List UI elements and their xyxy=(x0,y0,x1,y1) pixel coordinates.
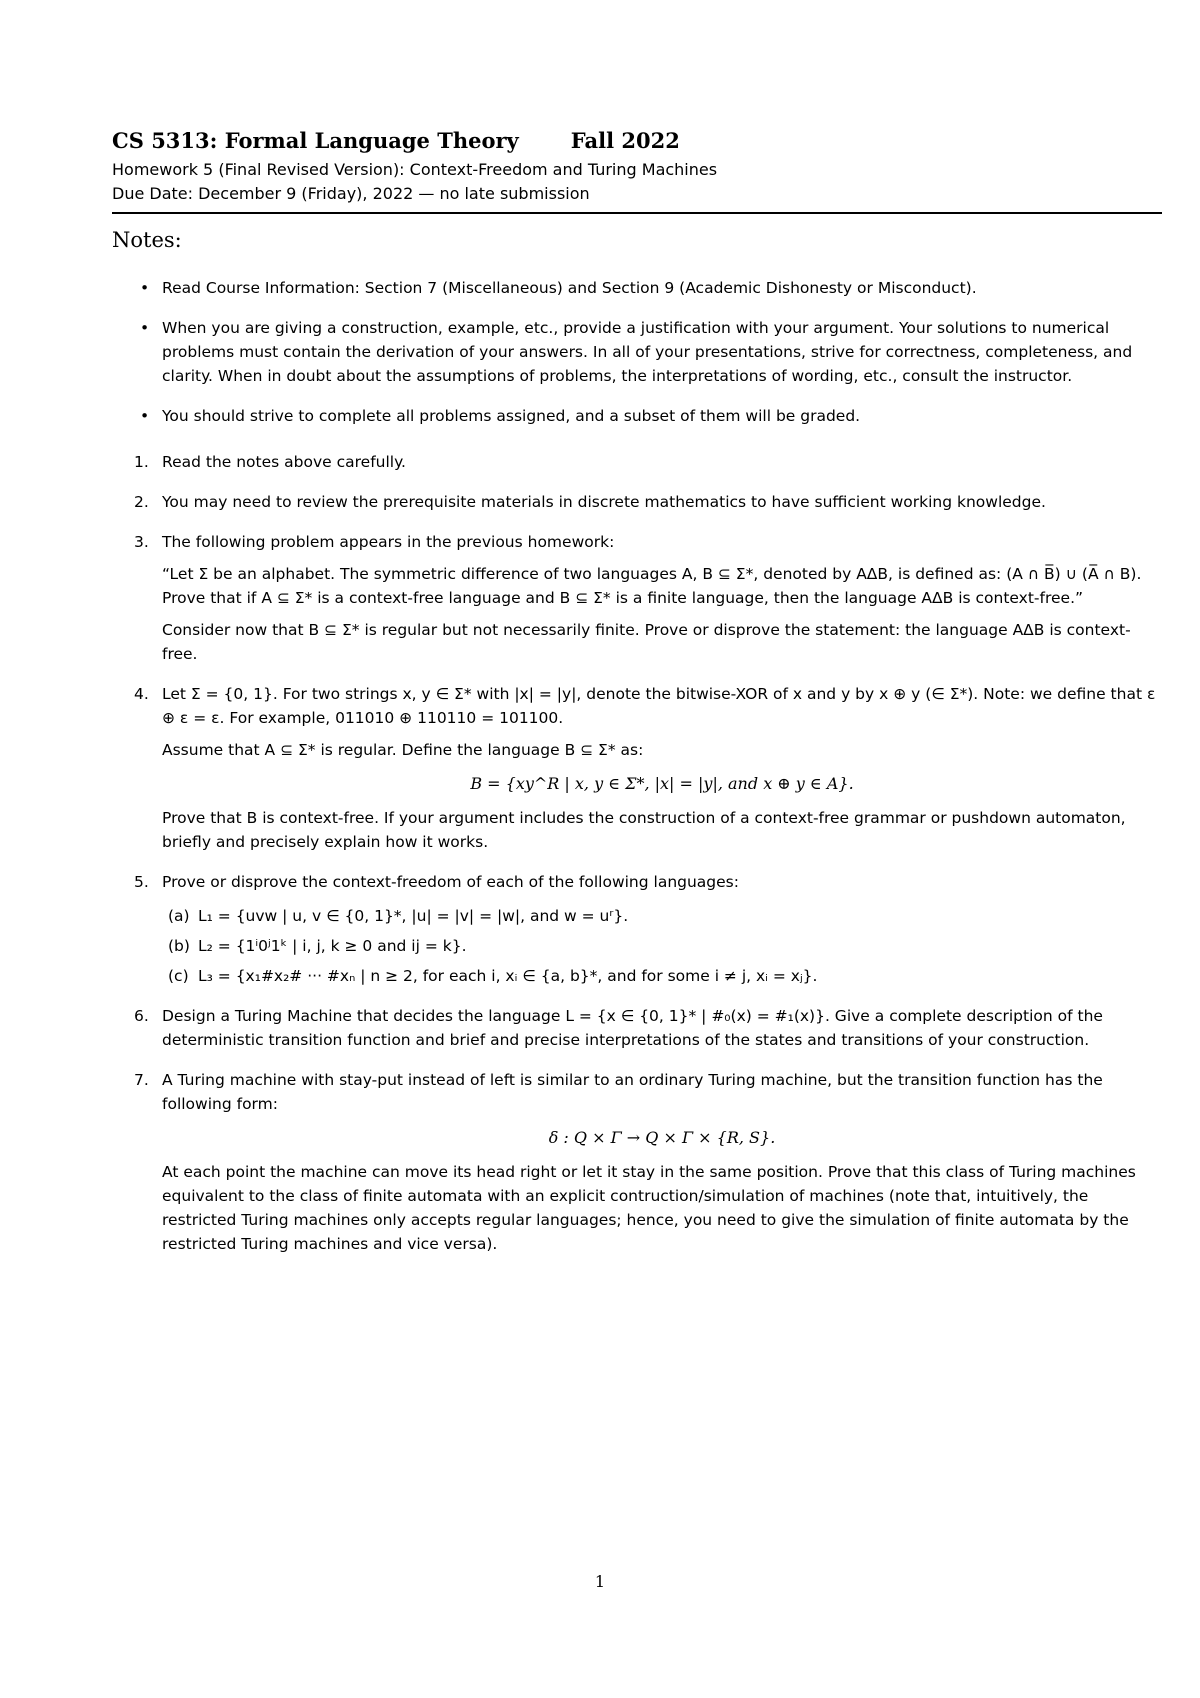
note-text: Read Course Information: Section 7 (Miscellaneous) and Section 9 (Academic Dishonesty or Misconduct). xyxy=(162,279,977,297)
problem-followup: Consider now that B ⊆ Σ* is regular but not necessarily finite. Prove or disprove the statement: the language AΔB is context-free. xyxy=(162,621,1131,663)
notes-list xyxy=(112,276,1162,428)
subproblem-text: L₁ = {uvw | u, v ∈ {0, 1}*, |u| = |v| = |w|, and w = uʳ}. xyxy=(198,907,629,925)
problem-list xyxy=(112,450,1162,1256)
language-definition: B = {xy^R | x, y ∈ Σ*, |x| = |y|, and x ⊕ y ∈ A}. xyxy=(470,774,854,793)
note-item xyxy=(112,404,1162,428)
problem-6 xyxy=(112,1004,1162,1052)
problem-4 xyxy=(112,682,1162,854)
problem-2 xyxy=(112,490,1162,514)
subproblem-a xyxy=(162,904,1162,928)
subproblem-b xyxy=(162,934,1162,958)
problem-number: 6. xyxy=(134,1007,149,1025)
problem-number: 2. xyxy=(134,493,149,511)
subproblem-text: L₃ = {x₁#x₂# ··· #xₙ | n ≥ 2, for each i, xᵢ ∈ {a, b}*, and for some i ≠ j, xᵢ = xⱼ}. xyxy=(198,967,818,985)
problem-intro: Prove or disprove the context-freedom of each of the following languages: xyxy=(162,873,739,891)
header-rule xyxy=(112,212,1162,214)
bullet-icon: • xyxy=(140,279,150,297)
problem-number: 1. xyxy=(134,453,149,471)
problem-number: 5. xyxy=(134,873,149,891)
problem-3 xyxy=(112,530,1162,666)
subproblem-list xyxy=(162,904,1162,988)
course-title: CS 5313: Formal Language Theory xyxy=(112,128,519,153)
problem-text: Design a Turing Machine that decides the language L = {x ∈ {0, 1}* | #₀(x) = #₁(x)}. Give a complete description of the deterministic transition function and brief and precise interpretations of the states and transitions of your construction. xyxy=(162,1007,1103,1049)
subproblem-label: (b) xyxy=(168,937,190,955)
problem-text: You may need to review the prerequisite materials in discrete mathematics to have sufficient working knowledge. xyxy=(162,493,1046,511)
homework-title: Homework 5 (Final Revised Version): Context-Freedom and Turing Machines xyxy=(112,160,718,179)
problem-followup: Prove that B is context-free. If your argument includes the construction of a context-free grammar or pushdown automaton, briefly and precisely explain how it works. xyxy=(162,809,1126,851)
problem-1 xyxy=(112,450,1162,474)
problem-number: 3. xyxy=(134,533,149,551)
transition-function: δ : Q × Γ → Q × Γ × {R, S}. xyxy=(548,1128,776,1147)
problem-intro: A Turing machine with stay-put instead of left is similar to an ordinary Turing machine, but the transition function has the following form: xyxy=(162,1071,1103,1113)
problem-intro: The following problem appears in the previous homework: xyxy=(162,533,615,551)
note-text: You should strive to complete all problems assigned, and a subset of them will be graded. xyxy=(162,407,861,425)
course-title-line xyxy=(112,128,1162,158)
problem-intro: Let Σ = {0, 1}. For two strings x, y ∈ Σ* with |x| = |y|, denote the bitwise-XOR of x and y by x ⊕ y (∈ Σ*). Note: we define that ε ⊕ ε = ε. For example, 011010 ⊕ 110110 = 101100. xyxy=(162,685,1156,727)
problem-followup: At each point the machine can move its head right or let it stay in the same position. Prove that this class of Turing machines equivalent to the class of finite automata with an explicit contruction/simulation of machines (note that, intuitively, the restricted Turing machines only accepts regular languages; hence, you need to give the simulation of finite automata by the restricted Turing machines and vice versa). xyxy=(162,1163,1136,1253)
note-text: When you are giving a construction, example, etc., provide a justification with your argument. Your solutions to numerical problems must contain the derivation of your answers. In all of your presentations, strive for correctness, completeness, and clarity. When in doubt about the assumptions of problems, the interpretations of wording, etc., consult the instructor. xyxy=(162,319,1133,385)
notes-heading: Notes: xyxy=(112,228,182,252)
problem-quote: “Let Σ be an alphabet. The symmetric difference of two languages A, B ⊆ Σ*, denoted by AΔB, is defined as: (A ∩ B̅) ∪ (A̅ ∩ B). Prove that if A ⊆ Σ* is a context-free language and B ⊆ Σ* is a finite language, then the language AΔB is context-free.” xyxy=(162,565,1142,607)
subproblem-c xyxy=(162,964,1162,988)
due-date: Due Date: December 9 (Friday), 2022 — no late submission xyxy=(112,184,590,203)
problem-number: 7. xyxy=(134,1071,149,1089)
page-number: 1 xyxy=(594,1572,606,1591)
note-item xyxy=(112,316,1162,388)
problem-7 xyxy=(112,1068,1162,1256)
note-item xyxy=(112,276,1162,300)
problem-assumption: Assume that A ⊆ Σ* is regular. Define the language B ⊆ Σ* as: xyxy=(162,741,644,759)
problem-5 xyxy=(112,870,1162,988)
subproblem-text: L₂ = {1ⁱ0ʲ1ᵏ | i, j, k ≥ 0 and ij = k}. xyxy=(198,937,467,955)
bullet-icon: • xyxy=(140,407,150,425)
bullet-icon: • xyxy=(140,319,150,337)
subproblem-label: (a) xyxy=(168,907,190,925)
problem-number: 4. xyxy=(134,685,149,703)
semester: Fall 2022 xyxy=(570,128,680,153)
page-content xyxy=(112,128,1162,1272)
subproblem-label: (c) xyxy=(168,967,189,985)
problem-text: Read the notes above carefully. xyxy=(162,453,406,471)
